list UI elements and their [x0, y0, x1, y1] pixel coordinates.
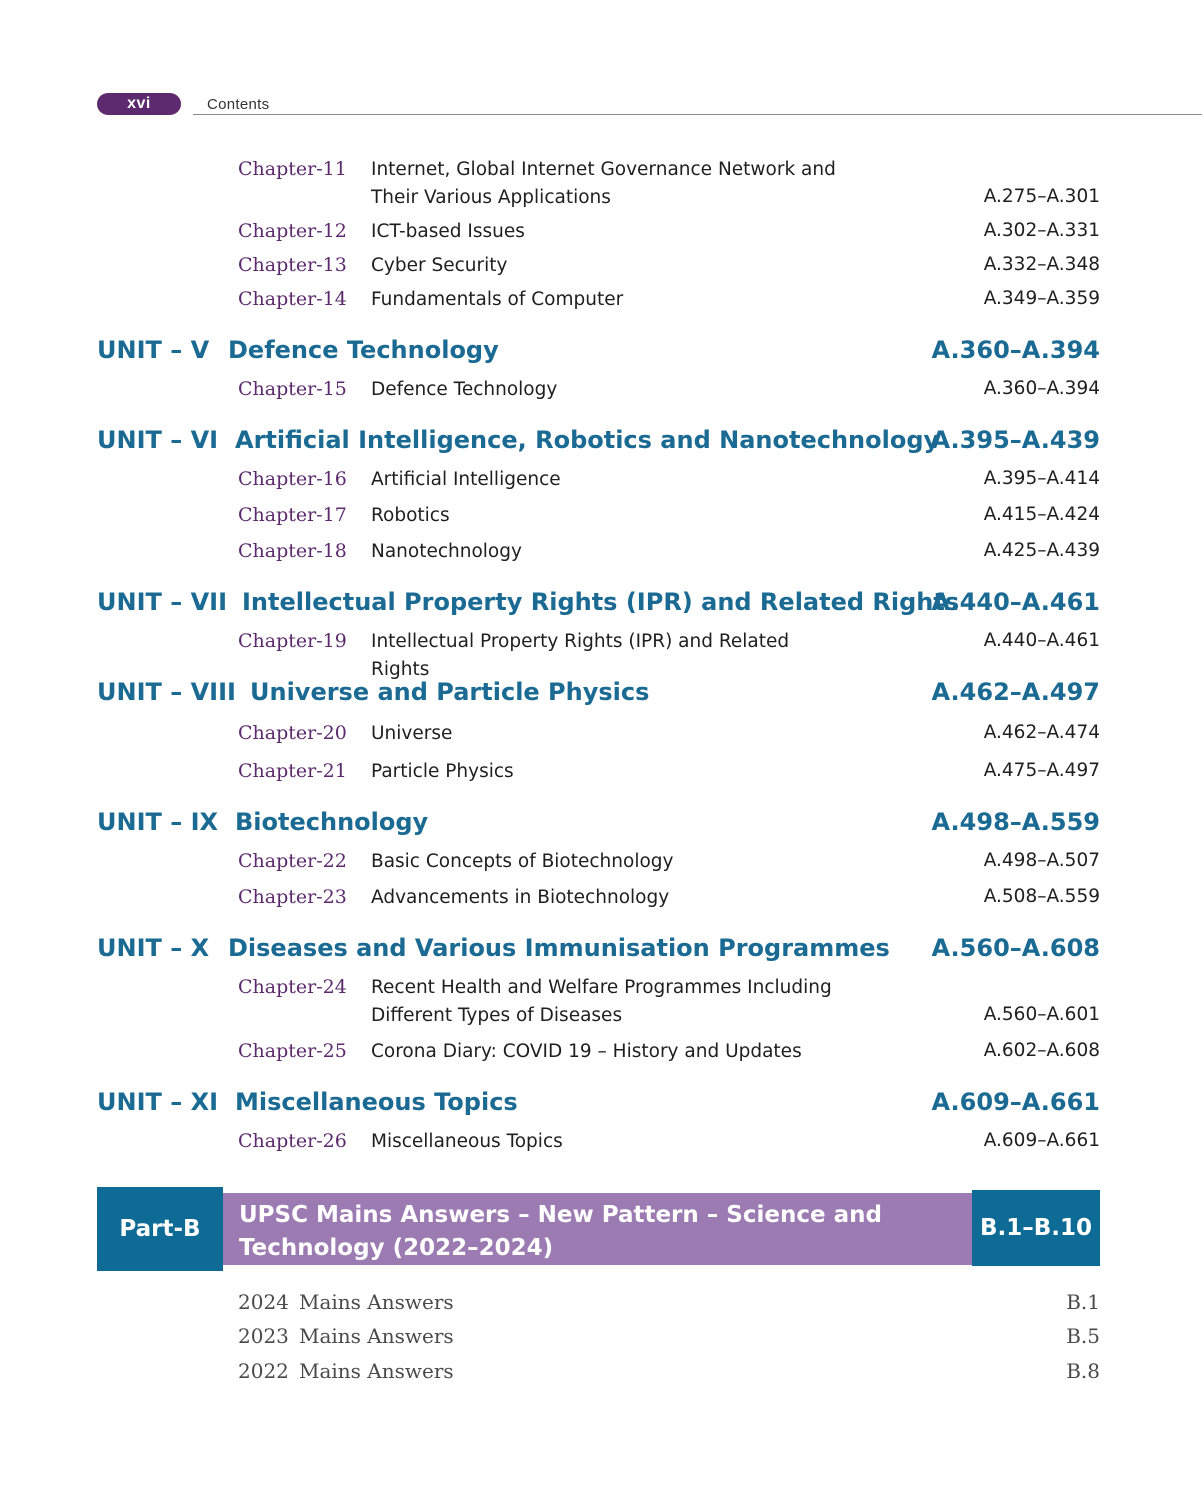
unit-title: Universe and Particle Physics — [250, 678, 650, 706]
part-b-pages: B.1–B.10 — [972, 1190, 1100, 1266]
chapter-label: Chapter-16 — [238, 468, 347, 490]
unit-pages: A.609–A.661 — [931, 1088, 1100, 1116]
chapter-label: Chapter-20 — [238, 722, 347, 744]
unit-title: Intellectual Property Rights (IPR) and Related Rights — [242, 588, 960, 616]
chapter-title: Nanotechnology — [371, 541, 522, 562]
chapter-pages: A.275–A.301 — [983, 186, 1100, 207]
answer-page: B.5 — [1066, 1324, 1100, 1348]
chapter-pages: A.602–A.608 — [983, 1040, 1100, 1061]
unit-label: UNIT – V — [97, 336, 210, 364]
chapter-title: ICT-based Issues — [371, 221, 525, 242]
unit-pages: A.440–A.461 — [931, 588, 1100, 616]
running-head-title: Contents — [207, 96, 270, 113]
chapter-label: Chapter-18 — [238, 540, 347, 562]
chapter-pages: A.609–A.661 — [983, 1130, 1100, 1151]
answer-year: 2023 — [238, 1324, 289, 1348]
answer-page: B.8 — [1066, 1359, 1100, 1383]
page-number-badge: xvi — [97, 93, 181, 115]
chapter-pages: A.440–A.461 — [983, 630, 1100, 651]
chapter-title: Particle Physics — [371, 761, 514, 782]
unit-title: Artificial Intelligence, Robotics and Nanotechnology — [235, 426, 940, 454]
unit-pages: A.498–A.559 — [931, 808, 1100, 836]
answer-year: 2022 — [238, 1359, 289, 1383]
chapter-pages: A.332–A.348 — [983, 254, 1100, 275]
unit-label: UNIT – IX — [97, 808, 219, 836]
chapter-title: Robotics — [371, 505, 450, 526]
chapter-label: Chapter-22 — [238, 850, 347, 872]
chapter-label: Chapter-24 — [238, 976, 347, 998]
chapter-title: Fundamentals of Computer — [371, 289, 624, 310]
unit-pages: A.560–A.608 — [931, 934, 1100, 962]
chapter-title: Miscellaneous Topics — [371, 1131, 563, 1152]
chapter-pages: A.302–A.331 — [983, 220, 1100, 241]
chapter-label: Chapter-17 — [238, 504, 347, 526]
answer-title: Mains Answers — [299, 1290, 454, 1314]
chapter-label: Chapter-14 — [238, 288, 347, 310]
chapter-label: Chapter-19 — [238, 630, 347, 652]
chapter-title: Corona Diary: COVID 19 – History and Updates — [371, 1041, 802, 1062]
answer-page: B.1 — [1066, 1290, 1100, 1314]
chapter-pages: A.560–A.601 — [983, 1004, 1100, 1025]
chapter-label: Chapter-12 — [238, 220, 347, 242]
unit-title: Biotechnology — [235, 808, 429, 836]
chapter-label: Chapter-11 — [238, 158, 347, 180]
chapter-title: Intellectual Property Rights (IPR) and Related Rights — [371, 631, 790, 680]
chapter-title: Recent Health and Welfare Programmes Including Different Types of Diseases — [371, 977, 832, 1026]
part-b-title-box — [223, 1193, 972, 1265]
unit-label: UNIT – XI — [97, 1088, 219, 1116]
part-b-label: Part-B — [97, 1187, 223, 1271]
unit-title: Defence Technology — [228, 336, 499, 364]
chapter-pages: A.415–A.424 — [983, 504, 1100, 525]
chapter-title: Cyber Security — [371, 255, 508, 276]
chapter-title: Advancements in Biotechnology — [371, 887, 670, 908]
chapter-label: Chapter-23 — [238, 886, 347, 908]
answer-title: Mains Answers — [299, 1359, 454, 1383]
chapter-title: Basic Concepts of Biotechnology — [371, 851, 674, 872]
chapter-label: Chapter-15 — [238, 378, 347, 400]
chapter-title: Universe — [371, 723, 453, 744]
chapter-label: Chapter-21 — [238, 760, 347, 782]
chapter-label: Chapter-26 — [238, 1130, 347, 1152]
unit-label: UNIT – X — [97, 934, 210, 962]
chapter-pages: A.360–A.394 — [983, 378, 1100, 399]
chapter-pages: A.508–A.559 — [983, 886, 1100, 907]
answer-title: Mains Answers — [299, 1324, 454, 1348]
unit-label: UNIT – VI — [97, 426, 219, 454]
unit-label: UNIT – VIII — [97, 678, 236, 706]
header-divider — [193, 114, 1202, 115]
chapter-title: Internet, Global Internet Governance Network and Their Various Applications — [371, 159, 836, 208]
unit-pages: A.395–A.439 — [931, 426, 1100, 454]
unit-pages: A.360–A.394 — [931, 336, 1100, 364]
unit-title: Miscellaneous Topics — [235, 1088, 518, 1116]
chapter-pages: A.395–A.414 — [983, 468, 1100, 489]
part-b-banner[interactable] — [97, 1187, 1100, 1271]
answer-year: 2024 — [238, 1290, 289, 1314]
unit-label: UNIT – VII — [97, 588, 228, 616]
chapter-pages: A.462–A.474 — [983, 722, 1100, 743]
chapter-title: Artificial Intelligence — [371, 469, 561, 490]
unit-title: Diseases and Various Immunisation Programmes — [228, 934, 890, 962]
chapter-pages: A.425–A.439 — [983, 540, 1100, 561]
page-header — [97, 92, 1202, 118]
chapter-pages: A.349–A.359 — [983, 288, 1100, 309]
chapter-label: Chapter-25 — [238, 1040, 347, 1062]
part-b-title: UPSC Mains Answers – New Pattern – Science and Technology (2022–2024) — [239, 1202, 882, 1261]
chapter-label: Chapter-13 — [238, 254, 347, 276]
chapter-pages: A.498–A.507 — [983, 850, 1100, 871]
chapter-pages: A.475–A.497 — [983, 760, 1100, 781]
chapter-title: Defence Technology — [371, 379, 558, 400]
unit-pages: A.462–A.497 — [931, 678, 1100, 706]
